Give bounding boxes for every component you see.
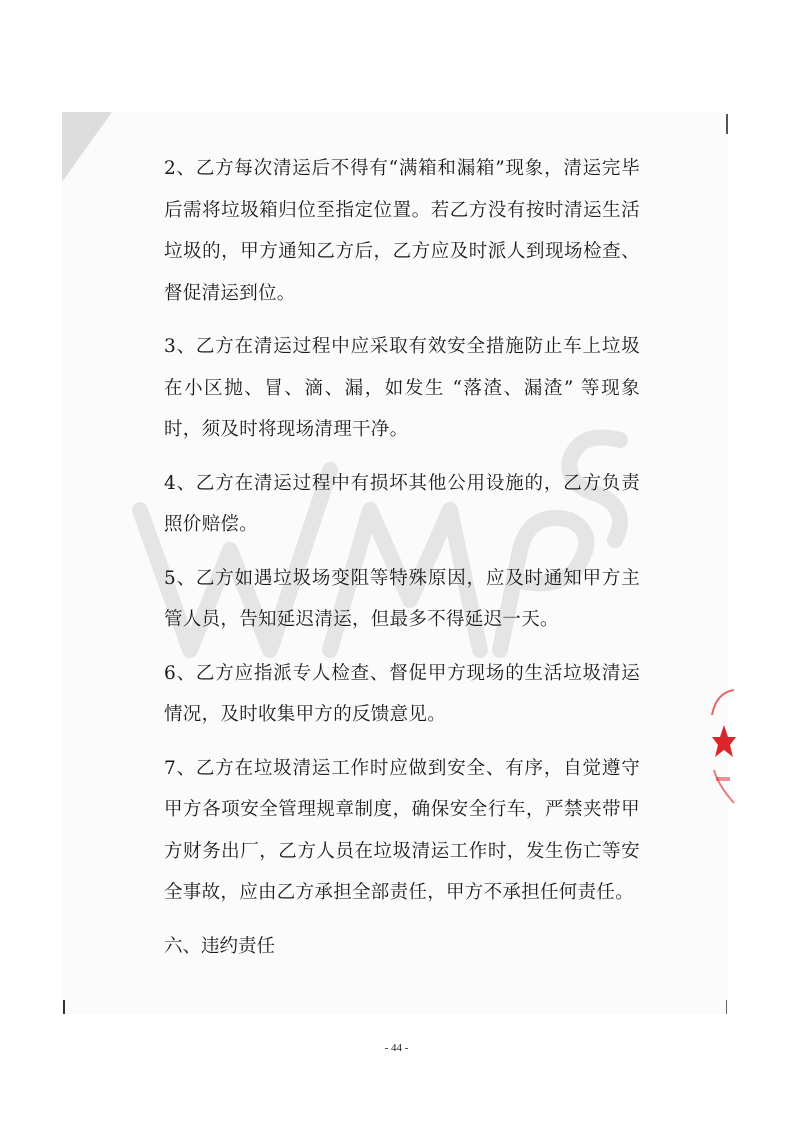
scan-edge-mark [726, 1000, 727, 1014]
page-number: - 44 - [384, 1042, 409, 1054]
clause-4: 4、乙方在清运过程中有损坏其他公用设施的，乙方负责照价赔偿。 [164, 472, 640, 535]
clause-7: 7、乙方在垃圾清运工作时应做到安全、有序，自觉遵守甲方各项安全管理规章制度，确保安全行车，严禁夹带甲方财务出厂，乙方人员在垃圾清运工作时，发生伤亡等安全事故，应由乙方承担全部责任，甲方不承担任何责任。 [164, 757, 640, 903]
red-seal-stamp-icon [706, 685, 736, 810]
scan-edge-mark [726, 114, 728, 134]
clause-5: 5、乙方如遇垃圾场变阻等特殊原因，应及时通知甲方主管人员，告知延迟清运，但最多不得延迟一天。 [164, 567, 640, 630]
scan-edge-mark [63, 1000, 65, 1014]
page-fold-shadow [62, 112, 112, 182]
section-heading: 六、违约责任 [164, 935, 276, 957]
clause-6: 6、乙方应指派专人检查、督促甲方现场的生活垃圾清运情况，及时收集甲方的反馈意见。 [164, 662, 640, 725]
clause-3: 3、乙方在清运过程中应采取有效安全措施防止车上垃圾在小区抛、冒、滴、漏，如发生 “落渣、漏渣” 等现象时，须及时将现场清理干净。 [164, 336, 640, 440]
document-body [164, 148, 640, 967]
clause-2: 2、乙方每次清运后不得有“满箱和漏箱”现象，清运完毕后需将垃圾箱归位至指定位置。若乙方没有按时清运生活垃圾的，甲方通知乙方后，乙方应及时派人到现场检查、督促清运到位。 [164, 158, 640, 304]
